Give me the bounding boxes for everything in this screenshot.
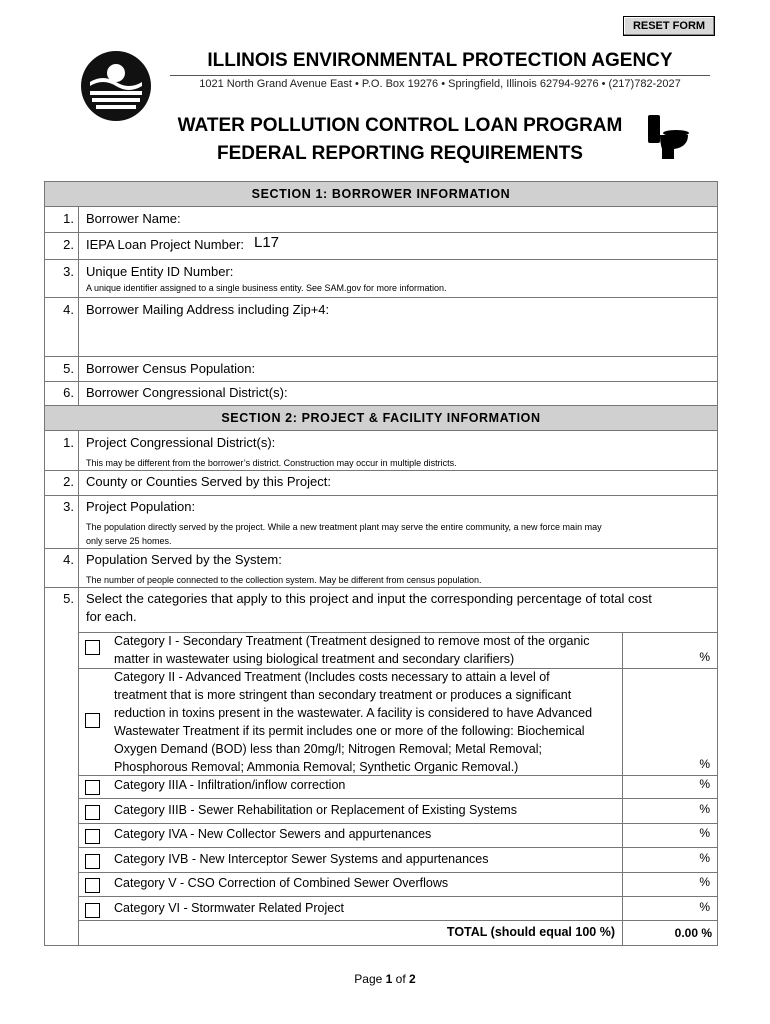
reset-form-button[interactable]: RESET FORM bbox=[623, 16, 715, 36]
counties-served-field[interactable] bbox=[350, 471, 710, 491]
category-v-checkbox[interactable] bbox=[85, 878, 100, 893]
s1-row4-number: 4. bbox=[63, 302, 74, 317]
project-population-note-line2: only serve 25 homes. bbox=[86, 536, 172, 546]
category-ii-line2: treatment that is more stringent than secondary treatment or produces a significant bbox=[114, 688, 572, 702]
row-divider bbox=[78, 896, 718, 897]
toilet-icon bbox=[644, 113, 692, 163]
mailing-address-label: Borrower Mailing Address including Zip+4: bbox=[86, 302, 330, 317]
population-served-label: Population Served by the System: bbox=[86, 552, 282, 567]
row-divider bbox=[78, 945, 718, 946]
loan-project-number-field[interactable]: L17 bbox=[254, 234, 280, 251]
project-population-label: Project Population: bbox=[86, 499, 196, 514]
row-divider bbox=[44, 297, 718, 298]
unique-entity-id-label: Unique Entity ID Number: bbox=[86, 264, 234, 279]
project-population-note-line1: The population directly served by the project. While a new treatment plant may serve the entire community, a new force main may bbox=[86, 522, 602, 532]
category-ii-pct-field[interactable]: % bbox=[699, 757, 710, 771]
category-iiib-pct-field[interactable]: % bbox=[699, 802, 710, 816]
category-ii-line5: Oxygen Demand (BOD) less than 20mg/l; Nitrogen Removal; Metal Removal; bbox=[114, 742, 542, 756]
category-ii-line4: Wastewater Treatment if its permit includes one or more of the following: Biochemical bbox=[114, 724, 585, 738]
row-divider bbox=[44, 206, 718, 207]
s1-row2-number: 2. bbox=[63, 237, 74, 252]
loan-project-number-label: IEPA Loan Project Number: bbox=[86, 237, 245, 252]
s2-row3-number: 3. bbox=[63, 499, 74, 514]
category-i-checkbox[interactable] bbox=[85, 640, 100, 655]
row-divider bbox=[44, 259, 718, 260]
census-population-label: Borrower Census Population: bbox=[86, 361, 256, 376]
total-value: 0.00 % bbox=[674, 926, 712, 940]
pct-column-divider bbox=[622, 632, 623, 945]
iepa-logo bbox=[80, 50, 152, 122]
category-vi-checkbox[interactable] bbox=[85, 903, 100, 918]
page-indicator bbox=[0, 972, 770, 986]
row-divider bbox=[44, 232, 718, 233]
category-iiia-pct-field[interactable]: % bbox=[699, 777, 710, 791]
borrower-congressional-district-label: Borrower Congressional District(s): bbox=[86, 385, 288, 400]
borrower-name-label: Borrower Name: bbox=[86, 211, 181, 226]
row-divider bbox=[78, 823, 718, 824]
counties-served-label: County or Counties Served by this Project: bbox=[86, 474, 331, 489]
category-ii-line1: Category II - Advanced Treatment (Includes costs necessary to attain a level of bbox=[114, 670, 550, 684]
category-ii-line6: Phosphorous Removal; Ammonia Removal; Synthetic Organic Removal.) bbox=[114, 760, 519, 774]
form-title-line1: WATER POLLUTION CONTROL LOAN PROGRAM bbox=[177, 115, 623, 136]
category-vi-pct-field[interactable]: % bbox=[699, 900, 710, 914]
s1-row1-number: 1. bbox=[63, 211, 74, 226]
category-i-line1: Category I - Secondary Treatment (Treatment designed to remove most of the organic bbox=[114, 634, 590, 648]
category-ii-line3: reduction in toxins present in the wastewater. A facility is considered to have Advanced bbox=[114, 706, 593, 720]
category-ivb-checkbox[interactable] bbox=[85, 854, 100, 869]
row-divider bbox=[44, 356, 718, 357]
project-population-field[interactable] bbox=[210, 496, 710, 516]
borrower-name-field[interactable] bbox=[240, 208, 710, 230]
population-served-note: The number of people connected to the collection system. May be different from census population. bbox=[86, 575, 482, 585]
row-divider bbox=[78, 872, 718, 873]
total-label: TOTAL (should equal 100 %) bbox=[446, 925, 615, 939]
category-iiib-label: Category IIIB - Sewer Rehabilitation or Replacement of Existing Systems bbox=[114, 803, 517, 817]
category-ii-checkbox[interactable] bbox=[85, 713, 100, 728]
agency-name: ILLINOIS ENVIRONMENTAL PROTECTION AGENCY bbox=[207, 50, 673, 71]
project-congressional-district-field[interactable] bbox=[290, 432, 710, 452]
row-divider bbox=[78, 847, 718, 848]
s2-row2-number: 2. bbox=[63, 474, 74, 489]
row-divider bbox=[78, 920, 718, 921]
category-iiia-checkbox[interactable] bbox=[85, 780, 100, 795]
unique-entity-id-field[interactable] bbox=[250, 261, 710, 279]
project-congressional-district-label: Project Congressional District(s): bbox=[86, 435, 276, 450]
agency-address: 1021 North Grand Avenue East • P.O. Box 19276 • Springfield, Illinois 62794-9276 • (217)782-2027 bbox=[199, 78, 681, 90]
s1-row5-number: 5. bbox=[63, 361, 74, 376]
table-border-bottom bbox=[44, 945, 79, 946]
page-number: 1 bbox=[385, 972, 393, 986]
category-vi-label: Category VI - Stormwater Related Project bbox=[114, 901, 344, 915]
s1-row3-number: 3. bbox=[63, 264, 74, 279]
s2-row4-number: 4. bbox=[63, 552, 74, 567]
category-ivb-pct-field[interactable]: % bbox=[699, 851, 710, 865]
section1-heading: SECTION 1: BORROWER INFORMATION bbox=[45, 182, 717, 206]
page-total: 2 bbox=[409, 972, 416, 986]
row-divider bbox=[78, 798, 718, 799]
census-population-field[interactable] bbox=[270, 358, 710, 378]
form-title-line2: FEDERAL REPORTING REQUIREMENTS bbox=[217, 143, 583, 164]
category-iva-pct-field[interactable]: % bbox=[699, 826, 710, 840]
page-prefix: Page bbox=[354, 972, 386, 986]
table-border-left bbox=[44, 181, 45, 945]
borrower-congressional-district-field[interactable] bbox=[305, 382, 710, 402]
category-i-pct-field[interactable]: % bbox=[699, 650, 710, 664]
page-of: of bbox=[392, 972, 410, 986]
row-divider bbox=[44, 430, 718, 431]
s2-row1-number: 1. bbox=[63, 435, 74, 450]
s2-row5-number: 5. bbox=[63, 591, 74, 606]
s1-row6-number: 6. bbox=[63, 385, 74, 400]
mailing-address-field[interactable] bbox=[86, 320, 710, 354]
header-rule bbox=[170, 75, 710, 76]
category-ivb-label: Category IVB - New Interceptor Sewer Systems and appurtenances bbox=[114, 852, 489, 866]
table-number-column-divider bbox=[78, 206, 79, 946]
category-iva-checkbox[interactable] bbox=[85, 829, 100, 844]
category-v-label: Category V - CSO Correction of Combined Sewer Overflows bbox=[114, 876, 449, 890]
category-v-pct-field[interactable]: % bbox=[699, 875, 710, 889]
category-iiia-label: Category IIIA - Infiltration/inflow correction bbox=[114, 778, 346, 792]
categories-instruction-line1: Select the categories that apply to this project and input the corresponding percentage of total cost bbox=[86, 591, 652, 606]
category-iva-label: Category IVA - New Collector Sewers and appurtenances bbox=[114, 827, 432, 841]
row-divider bbox=[44, 587, 718, 588]
category-i-line2: matter in wastewater using biological treatment and secondary clarifiers) bbox=[114, 652, 515, 666]
population-served-field[interactable] bbox=[300, 549, 710, 569]
project-congressional-district-note: This may be different from the borrower’s district. Construction may occur in multiple districts. bbox=[86, 458, 457, 468]
categories-instruction-line2: for each. bbox=[86, 609, 137, 624]
category-iiib-checkbox[interactable] bbox=[85, 805, 100, 820]
table-border-right bbox=[717, 181, 718, 945]
unique-entity-id-note: A unique identifier assigned to a single business entity. See SAM.gov for more information. bbox=[86, 283, 447, 293]
section2-heading: SECTION 2: PROJECT & FACILITY INFORMATION bbox=[45, 406, 717, 430]
